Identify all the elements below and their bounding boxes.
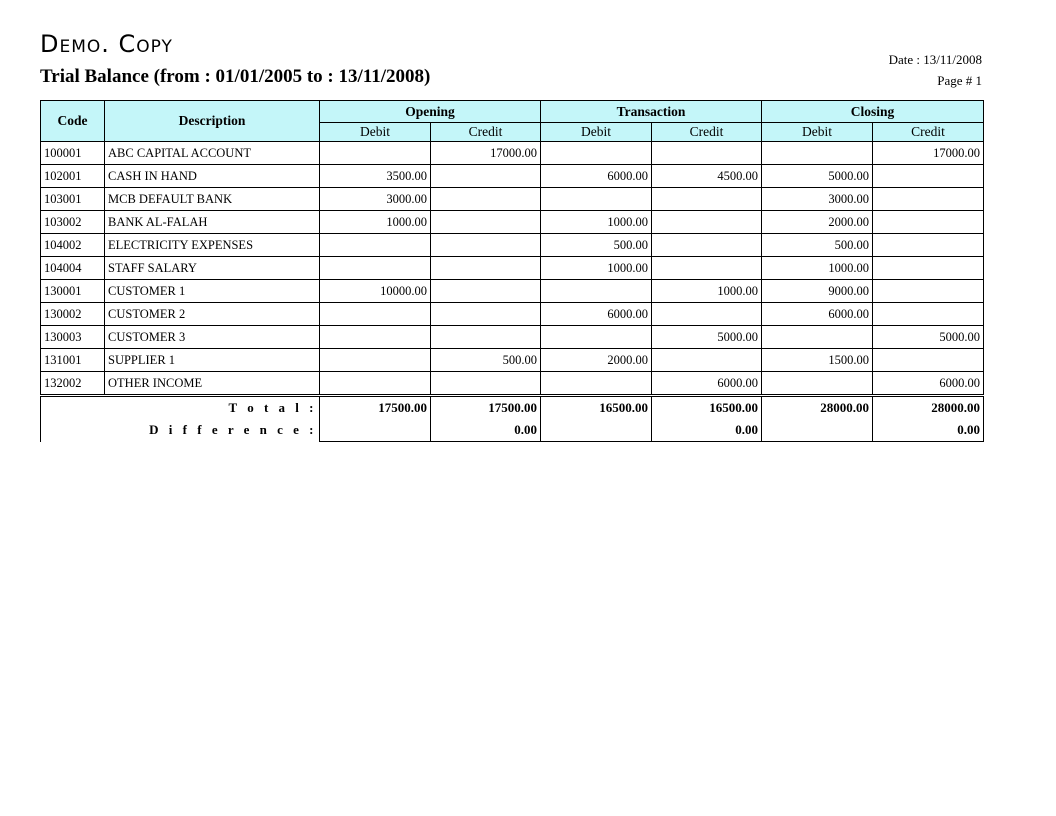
report-date: Date : 13/11/2008: [888, 52, 982, 67]
table-row: [41, 257, 984, 280]
account-code: 103001: [41, 188, 105, 211]
difference-transaction-debit-cell: [541, 419, 652, 442]
opening-credit: [431, 257, 541, 280]
total-transaction-debit: 16500.00: [541, 396, 652, 420]
opening-debit: [320, 257, 431, 280]
header-opening-credit: Credit: [431, 123, 541, 142]
account-code: 102001: [41, 165, 105, 188]
transaction-credit: 1000.00: [652, 280, 762, 303]
account-description: CASH IN HAND: [105, 165, 320, 188]
header-transaction-credit: Credit: [652, 123, 762, 142]
account-code: 130001: [41, 280, 105, 303]
opening-credit: [431, 326, 541, 349]
account-description: MCB DEFAULT BANK: [105, 188, 320, 211]
account-code: 103002: [41, 211, 105, 234]
trial-balance-table: [40, 100, 984, 442]
total-label: T o t a l :: [41, 396, 320, 420]
account-description: CUSTOMER 2: [105, 303, 320, 326]
opening-debit: 1000.00: [320, 211, 431, 234]
table-row: [41, 142, 984, 165]
closing-debit: [762, 142, 873, 165]
header-closing: Closing: [762, 101, 984, 123]
account-code: 130002: [41, 303, 105, 326]
difference-transaction: 0.00: [652, 419, 762, 442]
transaction-credit: [652, 303, 762, 326]
account-code: 104002: [41, 234, 105, 257]
opening-debit: [320, 234, 431, 257]
transaction-debit: [541, 188, 652, 211]
page-number: Page # 1: [937, 73, 982, 88]
opening-credit: [431, 165, 541, 188]
opening-debit: [320, 303, 431, 326]
account-code: 100001: [41, 142, 105, 165]
transaction-credit: [652, 257, 762, 280]
opening-credit: [431, 211, 541, 234]
closing-credit: 17000.00: [873, 142, 984, 165]
transaction-credit: [652, 142, 762, 165]
closing-credit: [873, 349, 984, 372]
closing-debit: 3000.00: [762, 188, 873, 211]
account-description: OTHER INCOME: [105, 372, 320, 396]
header-closing-debit: Debit: [762, 123, 873, 142]
difference-opening: 0.00: [431, 419, 541, 442]
account-description: ABC CAPITAL ACCOUNT: [105, 142, 320, 165]
opening-debit: [320, 349, 431, 372]
header-code: Code: [41, 101, 105, 142]
closing-debit: 1500.00: [762, 349, 873, 372]
total-opening-debit: 17500.00: [320, 396, 431, 420]
transaction-debit: 1000.00: [541, 211, 652, 234]
totals-row: [41, 396, 984, 420]
header-transaction: Transaction: [541, 101, 762, 123]
closing-credit: [873, 165, 984, 188]
closing-credit: [873, 280, 984, 303]
table-row: [41, 372, 984, 396]
opening-debit: 3000.00: [320, 188, 431, 211]
opening-credit: [431, 280, 541, 303]
transaction-credit: [652, 349, 762, 372]
difference-opening-debit-cell: [320, 419, 431, 442]
closing-credit: 6000.00: [873, 372, 984, 396]
table-row: [41, 234, 984, 257]
account-code: 130003: [41, 326, 105, 349]
closing-debit: 5000.00: [762, 165, 873, 188]
opening-credit: [431, 303, 541, 326]
closing-debit: 2000.00: [762, 211, 873, 234]
total-closing-credit: 28000.00: [873, 396, 984, 420]
table-row: [41, 165, 984, 188]
closing-debit: 500.00: [762, 234, 873, 257]
account-description: SUPPLIER 1: [105, 349, 320, 372]
opening-debit: [320, 142, 431, 165]
closing-debit: 1000.00: [762, 257, 873, 280]
difference-label: D i f f e r e n c e :: [41, 419, 320, 442]
closing-credit: [873, 234, 984, 257]
table-row: [41, 349, 984, 372]
closing-debit: 9000.00: [762, 280, 873, 303]
table-row: [41, 211, 984, 234]
total-opening-credit: 17500.00: [431, 396, 541, 420]
opening-credit: 500.00: [431, 349, 541, 372]
closing-credit: [873, 257, 984, 280]
transaction-credit: 6000.00: [652, 372, 762, 396]
transaction-credit: 5000.00: [652, 326, 762, 349]
account-code: 131001: [41, 349, 105, 372]
report-title: Trial Balance (from : 01/01/2005 to : 13/11/2008): [40, 66, 431, 87]
header-description: Description: [105, 101, 320, 142]
transaction-credit: [652, 188, 762, 211]
opening-debit: 3500.00: [320, 165, 431, 188]
closing-credit: [873, 303, 984, 326]
total-transaction-credit: 16500.00: [652, 396, 762, 420]
closing-debit: 6000.00: [762, 303, 873, 326]
opening-debit: [320, 372, 431, 396]
transaction-debit: 6000.00: [541, 165, 652, 188]
transaction-credit: 4500.00: [652, 165, 762, 188]
header-transaction-debit: Debit: [541, 123, 652, 142]
header-closing-credit: Credit: [873, 123, 984, 142]
transaction-credit: [652, 211, 762, 234]
transaction-debit: [541, 142, 652, 165]
difference-closing-debit-cell: [762, 419, 873, 442]
header-opening: Opening: [320, 101, 541, 123]
opening-credit: [431, 234, 541, 257]
closing-debit: [762, 326, 873, 349]
company-name: Demo. Copy: [40, 30, 173, 58]
opening-credit: [431, 188, 541, 211]
transaction-debit: [541, 326, 652, 349]
opening-debit: 10000.00: [320, 280, 431, 303]
table-row: [41, 326, 984, 349]
account-description: CUSTOMER 1: [105, 280, 320, 303]
transaction-debit: [541, 372, 652, 396]
opening-credit: 17000.00: [431, 142, 541, 165]
transaction-debit: 500.00: [541, 234, 652, 257]
closing-credit: [873, 211, 984, 234]
opening-credit: [431, 372, 541, 396]
account-description: ELECTRICITY EXPENSES: [105, 234, 320, 257]
account-description: STAFF SALARY: [105, 257, 320, 280]
total-closing-debit: 28000.00: [762, 396, 873, 420]
closing-credit: 5000.00: [873, 326, 984, 349]
table-row: [41, 303, 984, 326]
transaction-credit: [652, 234, 762, 257]
difference-closing: 0.00: [873, 419, 984, 442]
table-row: [41, 188, 984, 211]
account-description: BANK AL-FALAH: [105, 211, 320, 234]
account-code: 104004: [41, 257, 105, 280]
transaction-debit: [541, 280, 652, 303]
transaction-debit: 1000.00: [541, 257, 652, 280]
closing-debit: [762, 372, 873, 396]
closing-credit: [873, 188, 984, 211]
header-opening-debit: Debit: [320, 123, 431, 142]
difference-row: [41, 419, 984, 442]
account-description: CUSTOMER 3: [105, 326, 320, 349]
transaction-debit: 2000.00: [541, 349, 652, 372]
opening-debit: [320, 326, 431, 349]
transaction-debit: 6000.00: [541, 303, 652, 326]
table-row: [41, 280, 984, 303]
account-code: 132002: [41, 372, 105, 396]
